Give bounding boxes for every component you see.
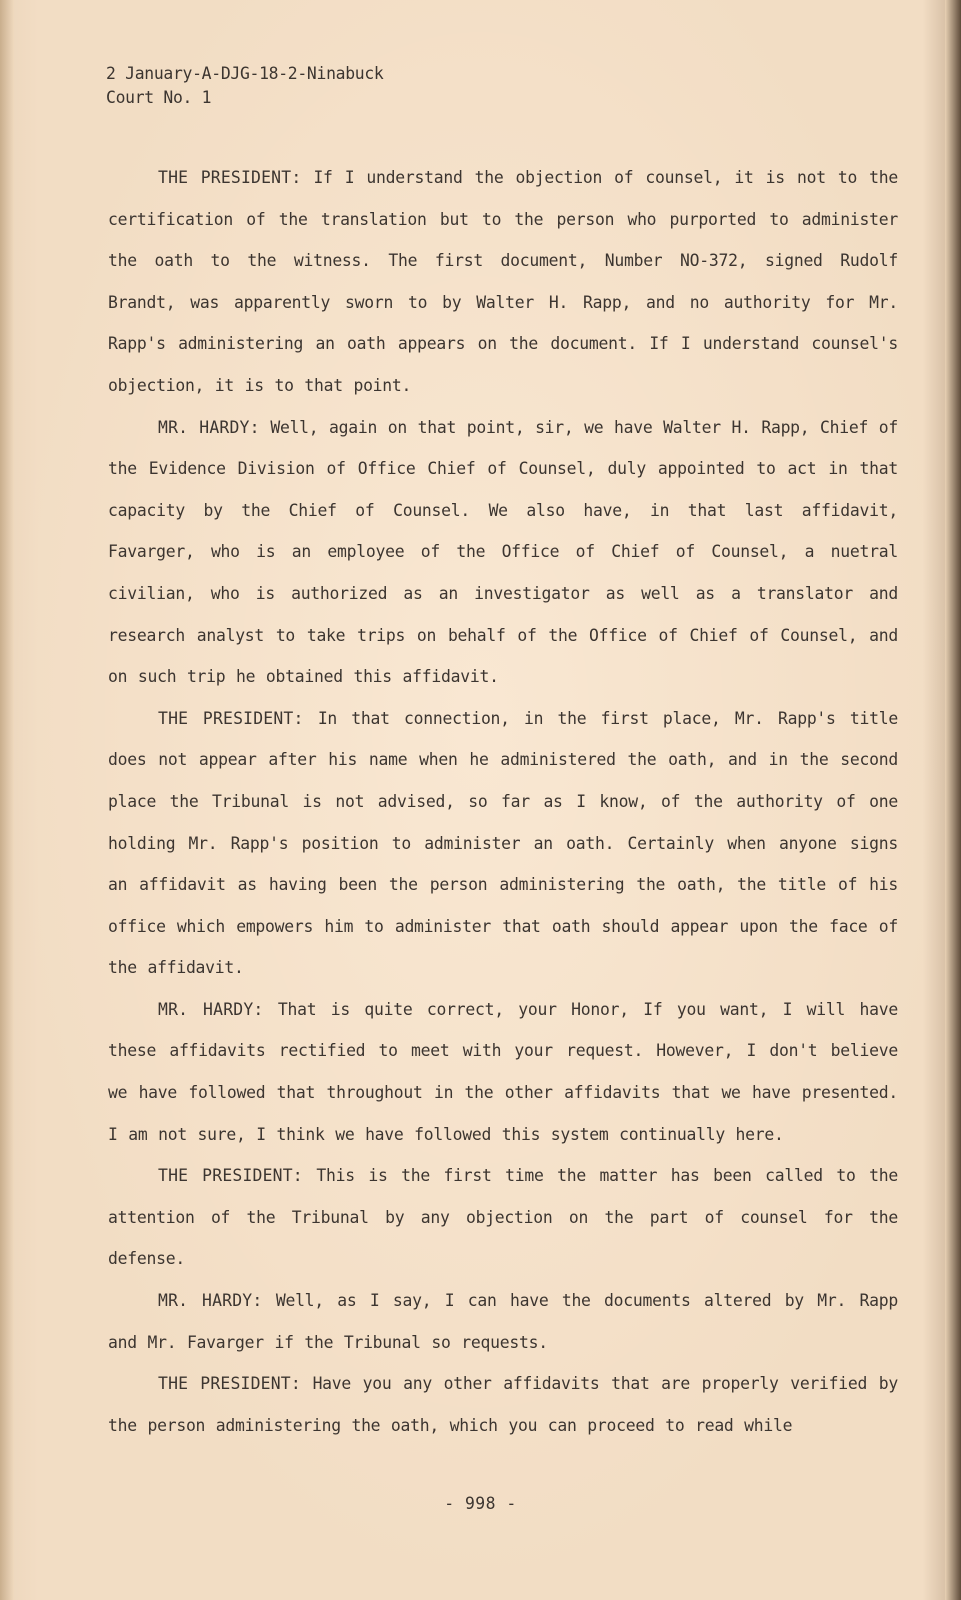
- speaker-label: THE PRESIDENT:: [158, 1166, 303, 1186]
- header-session-line: 2 January-A-DJG-18-2-Ninabuck: [106, 64, 384, 83]
- paragraph-4: [108, 989, 898, 1155]
- paper-edge-left: [0, 0, 14, 1600]
- paragraph-text: Well, again on that point, sir, we have Walter H. Rapp, Chief of the Evidence Division of Office Chief of Counsel, duly appointed to act in that capacity by the Chief of Counsel. We also have, in that last affidavit, Favarger, who is an employee of the Office of Chief of Counsel, a nuetral civilian, who is authorized as an investigator as well as a translator and research analyst to take trips on behalf of the Office of Chief of Counsel, and on such trip he obtained this affidavit.: [108, 417, 899, 687]
- paragraph-text: Have you any other affidavits that are properly verified by the person administering the oath, which you can proceed to read while: [108, 1374, 898, 1435]
- header-court-line: Court No. 1: [106, 88, 212, 107]
- page-number: - 998 -: [444, 1494, 517, 1513]
- paragraph-2: [108, 407, 898, 698]
- paragraph-text: That is quite correct, your Honor, If you want, I will have these affidavits rectified to meet with your request. However, I don't believe we have followed that throughout in the other affidavits that we have presented. I am not sure, I think we have followed this system continually here.: [108, 999, 898, 1144]
- paragraph-5: [108, 1155, 898, 1280]
- paragraph-3: [108, 698, 898, 989]
- speaker-label: THE PRESIDENT:: [158, 168, 302, 187]
- paragraph-text: In that connection, in the first place, Mr. Rapp's title does not appear after his name when he administered the oath, and in the second place the Tribunal is not advised, so far as I know, of the authority of one holding Mr. Rapp's position to administer an oath. Certainly when anyone signs an affidavit as having been the person administering the oath, the title of his office which empowers him to administer that oath should appear upon the face of the affidavit.: [108, 708, 898, 978]
- paragraph-text: If I understand the objection of counsel, it is not to the certification of the translation but to the person who purported to administer the oath to the witness. The first document, Number NO-372, signed Rudolf Brandt, was apparently sworn to by Walter H. Rapp, and no authority for Mr. Rapp's administering an oath appears on the document. If I understand counsel's objection, it is to that point.: [108, 168, 899, 395]
- paper-edge-right: [945, 0, 961, 1600]
- speaker-label: THE PRESIDENT:: [158, 708, 304, 728]
- page-header: [106, 62, 383, 110]
- speaker-label: MR. HARDY:: [158, 1291, 263, 1311]
- speaker-label: MR. HARDY:: [158, 417, 260, 437]
- paragraph-7: [108, 1363, 898, 1446]
- speaker-label: MR. HARDY:: [158, 999, 264, 1019]
- speaker-label: THE PRESIDENT:: [158, 1374, 301, 1394]
- transcript-body: [108, 157, 898, 1446]
- paragraph-text: Well, as I say, I can have the documents altered by Mr. Rapp and Mr. Favarger if the Tribunal so requests.: [108, 1291, 899, 1352]
- paragraph-6: [108, 1280, 898, 1363]
- paragraph-1: [108, 157, 898, 407]
- paragraph-text: This is the first time the matter has been called to the attention of the Tribunal by any objection on the part of counsel for the defense.: [108, 1166, 899, 1269]
